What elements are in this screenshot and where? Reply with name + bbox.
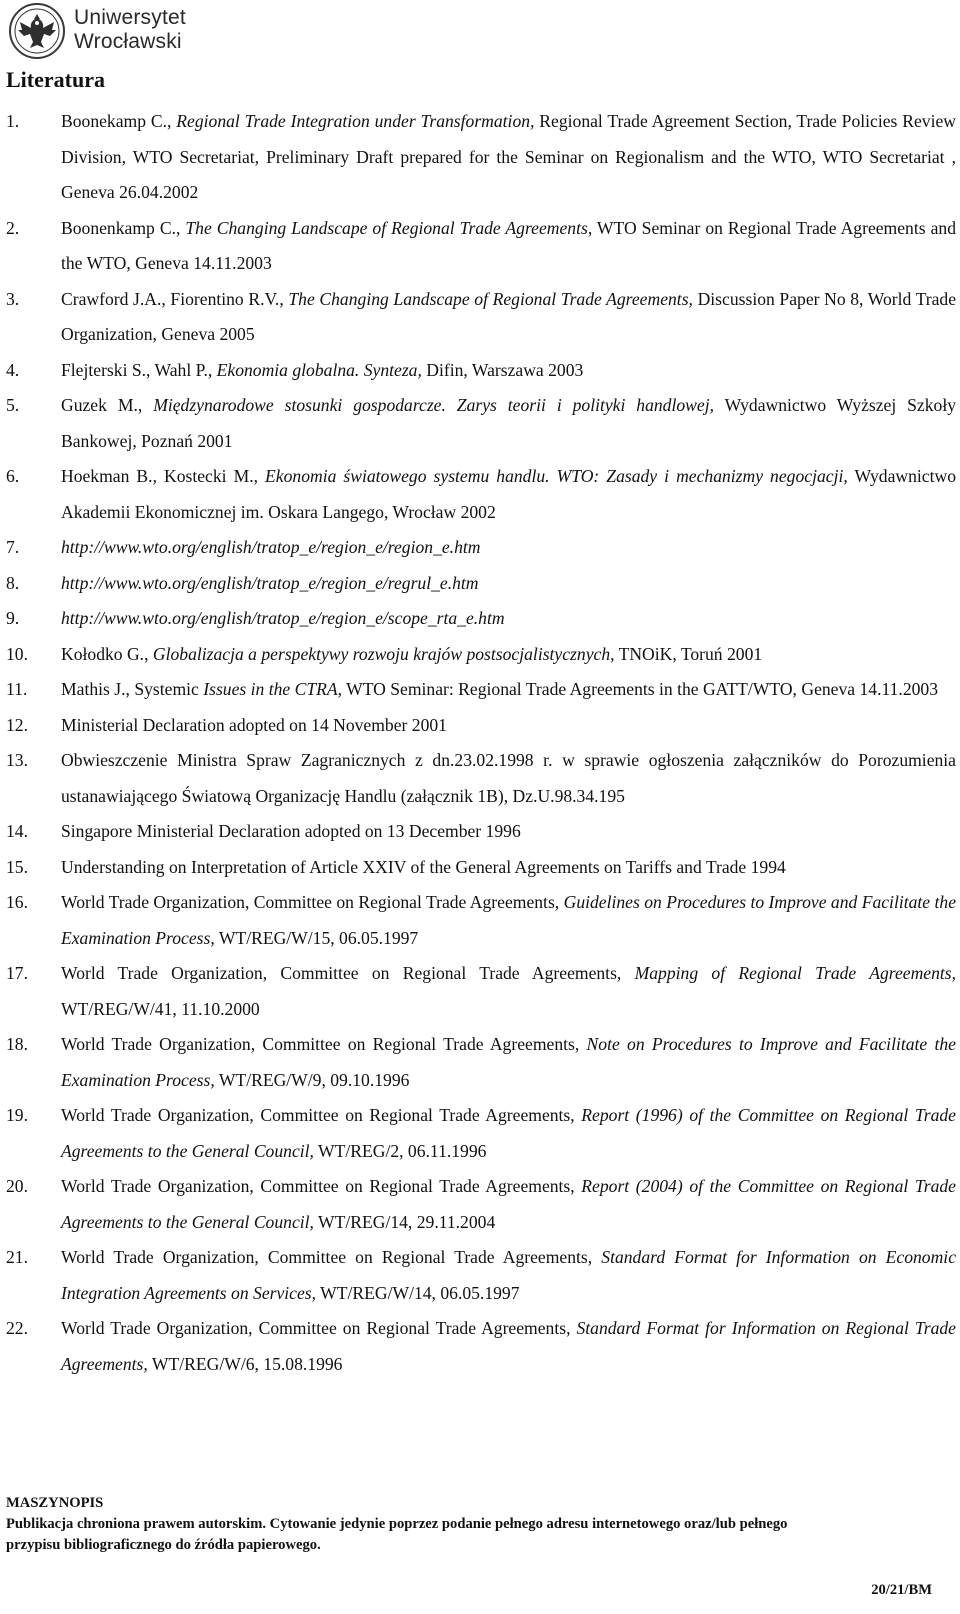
item-text: WT/REG/W/15, 06.05.1997: [214, 927, 419, 948]
item-text: Boonenkamp C.,: [61, 217, 186, 238]
item-number: 6.: [6, 466, 20, 486]
bibliography-item: [6, 566, 956, 602]
item-text: Singapore Ministerial Declaration adopted on 13 December 1996: [61, 821, 521, 841]
bibliography-item: [6, 956, 956, 1027]
bibliography-item: [6, 885, 956, 956]
bibliography-item: [6, 637, 956, 673]
item-text: WTO Seminar: Regional Trade Agreements in the GATT/WTO, Geneva 14.11.2003: [342, 679, 939, 699]
item-text: Wydawnictwo Akademii Ekonomicznej im. Oskara Langego, Wrocław 2002: [61, 466, 957, 522]
bibliography-item: [6, 743, 956, 814]
item-number: 5.: [6, 395, 20, 415]
bibliography-list: [6, 104, 956, 1382]
item-text: WT/REG/W/41, 11.10.2000: [61, 998, 260, 1019]
item-text: World Trade Organization, Committee on Regional Trade Agreements,: [61, 1176, 582, 1196]
item-number: 1.: [6, 111, 20, 131]
item-number: 4.: [6, 359, 20, 380]
item-text: Flejterski S., Wahl P.,: [61, 359, 217, 380]
item-title-text: Note on Procedures to Improve and Facilitate the Examination Process,: [61, 1034, 956, 1090]
item-title-text: Ekonomia światowego systemu handlu. WTO: Zasady i mechanizmy negocjacji,: [265, 466, 848, 486]
item-title-text: Ekonomia globalna. Synteza,: [216, 359, 422, 380]
item-number: 11.: [6, 679, 28, 699]
item-text: WT/REG/14, 29.11.2004: [313, 1211, 496, 1232]
bibliography-item: [6, 814, 956, 850]
item-text: WT/REG/W/6, 15.08.1996: [147, 1353, 343, 1374]
item-number: 12.: [6, 714, 28, 735]
item-number: 16.: [6, 892, 28, 912]
item-text: WT/REG/2, 06.11.1996: [313, 1140, 487, 1161]
bibliography-item: [6, 459, 956, 530]
item-number: 13.: [6, 750, 28, 770]
item-text: Regional Trade Agreement Section, Trade Policies Review Division, WTO Secretariat, Preliminary Draft prepared for the Seminar on Regionalism and the WTO, WTO Secretariat , Geneva 26.04.2002: [61, 111, 956, 202]
logo-line-2: Wrocławski: [74, 30, 182, 53]
item-title-text: Międzynarodowe stosunki gospodarcze. Zarys teorii i polityki handlowej,: [153, 395, 714, 415]
item-text: WT/REG/W/14, 06.05.1997: [316, 1282, 520, 1303]
item-text: WTO Seminar on Regional Trade Agreements and the WTO, Geneva 14.11.2003: [61, 217, 956, 273]
item-title-text: http://www.wto.org/english/tratop_e/region_e/regrul_e.htm: [61, 572, 479, 593]
bibliography-item: [6, 850, 956, 886]
page-reference: 20/21/BM: [871, 1582, 932, 1598]
item-text: WT/REG/W/9, 09.10.1996: [214, 1069, 410, 1090]
bibliography-item: [6, 104, 956, 211]
item-number: 3.: [6, 288, 20, 309]
footer-notice: [6, 1493, 956, 1556]
item-text: Hoekman B., Kostecki M.,: [61, 466, 266, 486]
item-title-text: Globalizacja a perspektywy rozwoju krajów postsocjalistycznych,: [152, 643, 615, 664]
item-number: 17.: [6, 963, 28, 983]
bibliography-item: [6, 708, 956, 744]
item-title-text: Guidelines on Procedures to Improve and Facilitate the Examination Process,: [61, 892, 956, 948]
item-title-text: http://www.wto.org/english/tratop_e/region_e/region_e.htm: [61, 537, 481, 557]
bibliography-item: [6, 388, 956, 459]
item-number: 8.: [6, 572, 20, 593]
item-number: 10.: [6, 643, 28, 664]
footer-label: MASZYNOPIS: [6, 1495, 104, 1511]
item-number: 7.: [6, 537, 20, 557]
item-text: World Trade Organization, Committee on Regional Trade Agreements,: [61, 963, 635, 983]
bibliography-item: [6, 353, 956, 389]
item-number: 20.: [6, 1176, 28, 1196]
item-text: Boonekamp C.,: [61, 111, 177, 131]
footer-copyright-text-2: przypisu bibliograficznego do źródła papierowego.: [6, 1537, 321, 1553]
item-text: World Trade Organization, Committee on Regional Trade Agreements,: [61, 892, 564, 912]
item-text: Discussion Paper No 8, World Trade Organization, Geneva 2005: [61, 288, 957, 344]
item-text: TNOiK, Toruń 2001: [614, 643, 763, 664]
item-text: World Trade Organization, Committee on Regional Trade Agreements,: [61, 1247, 602, 1267]
item-title-text: Issues in the CTRA,: [203, 679, 343, 699]
item-text: Crawford J.A., Fiorentino R.V.,: [61, 288, 289, 309]
item-title-text: Report (1996) of the Committee on Regional Trade Agreements to the General Council,: [61, 1105, 956, 1161]
eagle-emblem-icon: [8, 2, 66, 60]
item-number: 2.: [6, 217, 20, 238]
item-title-text: Mapping of Regional Trade Agreements,: [634, 963, 957, 983]
item-title-text: Regional Trade Integration under Transformation,: [176, 111, 535, 131]
item-text: Ministerial Declaration adopted on 14 November 2001: [61, 714, 447, 735]
university-logo: [8, 2, 193, 60]
item-text: World Trade Organization, Committee on Regional Trade Agreements,: [61, 1105, 582, 1125]
bibliography-item: [6, 530, 956, 566]
item-text: Obwieszczenie Ministra Spraw Zagranicznych z dn.23.02.1998 r. w sprawie ogłoszenia załączników do Porozumienia ustanawiającego Światową Organizację Handlu (załącznik 1B), Dz.U.98.34.195: [61, 750, 956, 806]
item-text: Difin, Warszawa 2003: [421, 359, 584, 380]
item-text: Mathis J., Systemic: [61, 679, 204, 699]
page-title: Literatura: [6, 67, 105, 92]
bibliography-item: [6, 211, 956, 282]
item-number: 15.: [6, 856, 28, 877]
item-text: Guzek M.,: [61, 395, 154, 415]
item-title-text: Standard Format for Information on Economic Integration Agreements on Services,: [61, 1247, 957, 1303]
bibliography-item: [6, 1098, 956, 1169]
item-number: 19.: [6, 1105, 28, 1125]
item-title-text: The Changing Landscape of Regional Trade Agreements,: [288, 288, 693, 309]
item-text: Wydawnictwo Wyższej Szkoły Bankowej, Poznań 2001: [61, 395, 957, 451]
item-number: 21.: [6, 1247, 28, 1267]
item-text: World Trade Organization, Committee on Regional Trade Agreements,: [61, 1034, 587, 1054]
bibliography-item: [6, 601, 956, 637]
item-text: World Trade Organization, Committee on Regional Trade Agreements,: [61, 1318, 577, 1338]
bibliography-item: [6, 672, 956, 708]
bibliography-item: [6, 282, 956, 353]
item-text: Understanding on Interpretation of Article XXIV of the General Agreements on Tariffs and Trade 1994: [61, 856, 786, 877]
footer-copyright-text: Publikacja chroniona prawem autorskim. Cytowanie jedynie poprzez podanie pełnego adresu internetowego oraz/lub pełnego: [6, 1516, 788, 1532]
item-title-text: Report (2004) of the Committee on Regional Trade Agreements to the General Council,: [61, 1176, 956, 1232]
bibliography-item: [6, 1311, 956, 1382]
bibliography-item: [6, 1027, 956, 1098]
item-number: 14.: [6, 821, 28, 841]
item-title-text: Standard Format for Information on Regional Trade Agreements,: [61, 1318, 956, 1374]
item-title-text: The Changing Landscape of Regional Trade Agreements,: [185, 217, 593, 238]
item-number: 22.: [6, 1318, 28, 1338]
item-number: 9.: [6, 608, 20, 628]
item-number: 18.: [6, 1034, 28, 1054]
bibliography-item: [6, 1169, 956, 1240]
item-text: Kołodko G.,: [61, 643, 153, 664]
logo-line-1: Uniwersytet: [74, 6, 186, 29]
item-title-text: http://www.wto.org/english/tratop_e/region_e/scope_rta_e.htm: [61, 608, 505, 628]
bibliography-item: [6, 1240, 956, 1311]
